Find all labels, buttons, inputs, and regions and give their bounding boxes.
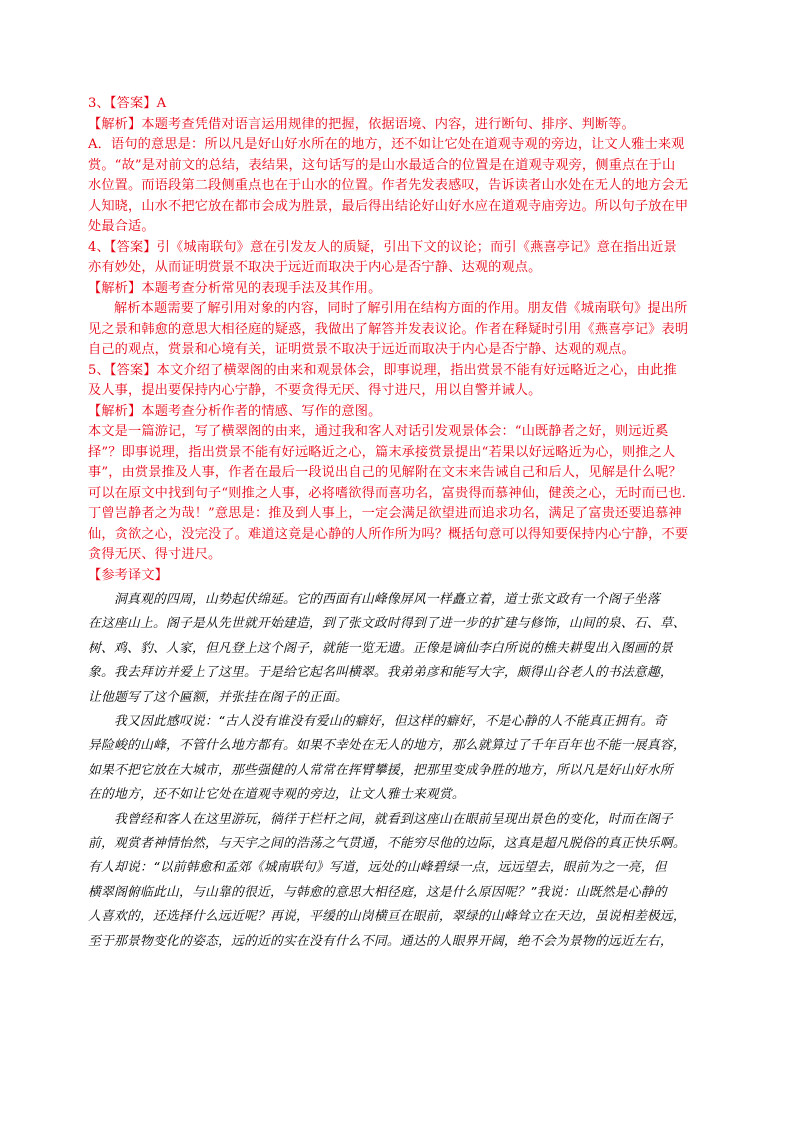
translation-line-10: 前，观赏者神情怡然，与天宇之间的浩荡之气贯通，不能穷尽他的边际，这真是超凡脱俗的真正快乐啊。 (88, 836, 686, 852)
translation-line-4: 让他题写了这个匾额，并张挂在阁子的正面。 (88, 689, 348, 705)
q5-analysis-first (88, 402, 714, 423)
q5-analysis-line-0: 本文是一篇游记，写了横翠阁的由来，通过我和客人对话引发观景体会：“山既静者之好，则远近奚 (88, 424, 669, 439)
q5-answer-line-0 (88, 361, 714, 382)
q4-analysis-first-text: 本题考查分析常见的表现手法及其作用。 (141, 280, 382, 296)
q5-answer-text: 本文介绍了横翠阁的由来和观景体会，即事说理，指出赏景不能有好远略近之心，由此推 (156, 362, 677, 378)
q3-analysis-line-1: A．语句的意思是：所以凡是好山好水所在的地方，还不如让它处在道观寺观的旁边，让文人雅士来观 (88, 137, 685, 152)
q3-analysis-line-2: 赏。“故”是对前文的总结，表结果，这句话写的是山水最适合的位置是在道观寺观旁，侧重点在于山 (88, 157, 676, 173)
q4-analysis-tag: 【解析】 (88, 280, 142, 296)
q5-answer-line-1: 及人事，提出要保持内心宁静，不要贪得无厌、得寸进尺，用以自警并诫人。 (88, 383, 542, 398)
translation-line-2: 树、鸡、豹、人家，但凡登上这个阁子，就能一览无遗。正像是谪仙李白所说的樵夫耕叟出入图画的景 (88, 640, 673, 656)
translation-line-12: 横翠阁俯临此山，与山靠的很近，与韩愈的意思大相径庭，这是什么原因呢？”我说：山既然是心静的 (88, 884, 667, 900)
q4-analysis-line-2: 自己的观点，赏景和心境有关，证明赏景不取决于远近而取决于内心是否宁静、达观的观点。 (88, 342, 635, 357)
q5-analysis-line-1: 择”？即事说理，指出赏景不能有好远略近之心，篇末承接赏景提出“若果以好远略近为心，则推之人 (88, 444, 676, 460)
translation-heading: 【参考译文】 (88, 567, 169, 583)
q4-answer-line-0 (88, 238, 714, 259)
q5-analysis-tag: 【解析】 (88, 403, 142, 419)
translation-line-11: 有人却说：“以前韩愈和孟郊《城南联句》写道，远处的山峰碧绿一点，远远望去，眼前为之一亮，但 (88, 860, 667, 876)
q3-analysis-text: 本题考查凭借对语言运用规律的把握，依据语境、内容，进行断句、排序、判断等。 (141, 116, 635, 132)
q5-analysis-line-4: 丁曾岂静者之为哉！”意思是：推及到人事上，一定会满足欲望进而追求功名，满足了富贵还要追慕神 (88, 506, 682, 521)
q3-analysis-line-3: 水位置。而语段第二段侧重点也在于山水的位置。作者先发表感叹，告诉读者山水处在无人的地方会无 (88, 178, 689, 193)
q4-answer-text: 引《城南联句》意在引发友人的质疑，引出下文的议论；而引《燕喜亭记》意在指出近景 (156, 239, 677, 255)
q3-analysis-line-4: 人知晓，山水不把它放在都市会成为胜景，最后得出结论好山好水应在道观寺庙旁边。所以句子放在甲 (88, 198, 689, 214)
translation-line-6: 异险峻的山峰，不管什么地方都有。如果不幸处在无人的地方，那么就算过了千年百年也不能一展真容， (88, 738, 686, 754)
q4-analysis-line-0: 解析本题需要了解引用对象的内容，同时了解引用在结构方面的作用。朋友借《城南联句》提出所 (114, 301, 688, 316)
q5-analysis-line-2: 事”，由赏景推及人事，作者在最后一段说出自己的见解附在文末来告诫自己和后人，见解是什么呢？ (88, 465, 682, 480)
q5-analysis-line-6: 贪得无厌、得寸进尺。 (88, 547, 222, 562)
q5-analysis-line-3: 可以在原文中找到句子“则推之人事，必将嗜欲得而喜功名，富贵得而慕神仙，健羡之心，无时而已也． (88, 485, 696, 501)
q3-analysis-tag: 【解析】 (88, 116, 142, 132)
q4-answer-tag: 4、【答案】 (88, 239, 157, 255)
translation-line-7: 如果不把它放在大城市，那些强健的人常常在挥臂攀援，把那里变成争胜的地方，所以凡是好山好水所 (88, 762, 673, 778)
q4-answer-line-1: 亦有妙处，从而证明赏景不取决于远近而取决于内心是否宁静、达观的观点。 (88, 260, 542, 275)
q3-analysis-line-0 (88, 115, 714, 136)
q4-analysis-line-1: 见之景和韩愈的意思大相径庭的疑惑，我做出了解答并发表议论。作者在释疑时引用《燕喜亭记》表明 (88, 321, 689, 337)
translation-line-1: 在这座山上。阁子是从先世就开始建造，到了张文政时得到了进一步的扩建与修饰，山间的泉、石、草、 (88, 616, 686, 632)
translation-line-13: 人喜欢的，还选择什么远近呢？再说，平缓的山岗横亘在眼前，翠绿的山峰耸立在天边，虽说相差极远， (88, 909, 686, 925)
translation-line-8: 在的地方，还不如让它处在道观寺观的旁边，让文人雅士来观赏。 (88, 787, 465, 803)
q4-analysis-first (88, 279, 714, 300)
translation-line-0: 洞真观的四周，山势起伏绵延。它的西面有山峰像屏风一样矗立着，道士张文政有一个阁子坐落 (114, 592, 660, 607)
q3-analysis-line-5: 处最合适。 (88, 219, 155, 234)
q3-answer-line: 3、【答案】A (88, 96, 167, 111)
q5-analysis-line-5: 仙，贪欲之心，没完没了。难道这竟是心静的人所作所为吗？概括句意可以得知要保持内心宁静，不要 (88, 526, 689, 542)
translation-line-3: 象。我去拜访并爱上了这里。于是给它起名叫横翠。我弟弟彦和能写大字，颇得山谷老人的书法意趣， (88, 665, 673, 681)
translation-line-5: 我又因此感叹说：“古人没有谁没有爱山的癖好，但这样的癖好，不是心静的人不能真正拥有。奇 (114, 714, 667, 730)
translation-body (88, 588, 714, 954)
translation-line-14: 至于那景物变化的姿态，远的近的实在没有什么不同。通达的人眼界开阔，绝不会为景物的远近左右， (88, 933, 673, 949)
q5-analysis-first-text: 本题考查分析作者的情感、写作的意图。 (141, 403, 382, 419)
q5-answer-tag: 5、【答案】 (88, 362, 157, 378)
translation-line-9: 我曾经和客人在这里游玩，徜徉于栏杆之间，就看到这座山在眼前呈现出景色的变化，时而在阁子 (114, 811, 673, 827)
document-content (88, 94, 714, 954)
